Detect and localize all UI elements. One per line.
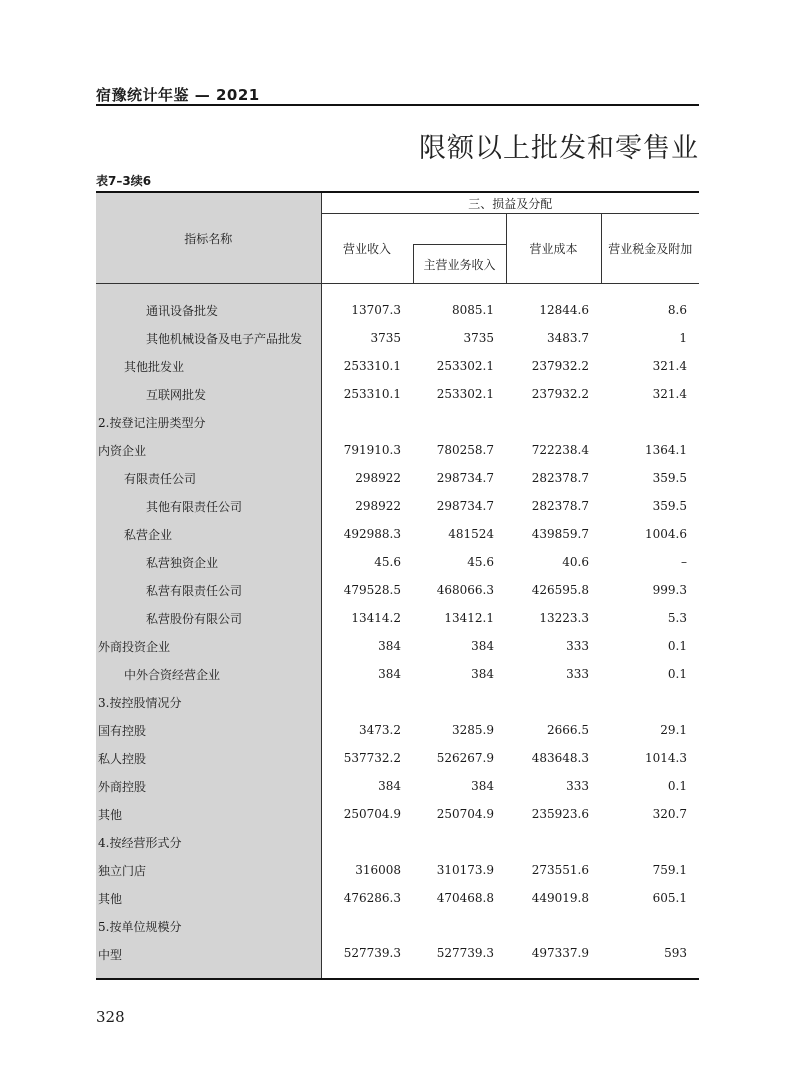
cell-value: 1364.1	[645, 443, 688, 457]
column-header-spacer	[413, 214, 506, 245]
cell-value: 359.5	[652, 471, 688, 485]
cell-value: 321.4	[652, 359, 688, 373]
cell-value: 449019.8	[531, 891, 589, 905]
cell-value: 5.3	[667, 611, 688, 625]
row-label: 中外合资经营企业	[96, 660, 321, 688]
cell-value: 237932.2	[531, 387, 589, 401]
table-row	[96, 912, 699, 940]
cell-value: 479528.5	[343, 583, 401, 597]
table-row	[96, 856, 699, 884]
row-label: 其他	[96, 884, 321, 912]
cell-value: 759.1	[652, 863, 688, 877]
cell-value: 316008	[355, 863, 401, 877]
table-row	[96, 436, 699, 464]
cell-value: 40.6	[562, 555, 589, 569]
cell-value: 13707.3	[351, 303, 401, 317]
cell-value: 3735	[463, 331, 494, 345]
row-label: 内资企业	[96, 436, 321, 464]
running-head: 宿豫统计年鉴 — 2021	[96, 86, 260, 104]
table-row	[96, 296, 699, 324]
cell-value: 605.1	[652, 891, 688, 905]
cell-value: 492988.3	[343, 527, 401, 541]
table-row	[96, 744, 699, 772]
chapter-title: 限额以上批发和零售业	[419, 133, 699, 164]
cell-value: 13223.3	[539, 611, 589, 625]
table-row	[96, 716, 699, 744]
row-label: 私营有限责任公司	[96, 576, 321, 604]
table-row	[96, 352, 699, 380]
cell-value: 791910.3	[343, 443, 401, 457]
statistics-table	[96, 191, 699, 980]
table-row	[96, 688, 699, 716]
cell-value: 8085.1	[452, 303, 494, 317]
table-row	[96, 828, 699, 856]
cell-value	[601, 912, 699, 940]
group-header: 三、损益及分配	[321, 192, 699, 214]
cell-value: 481524	[448, 527, 494, 541]
table-row	[96, 492, 699, 520]
table-row	[96, 940, 699, 979]
cell-value	[601, 688, 699, 716]
cell-value: 527739.3	[413, 940, 506, 979]
cell-value: 29.1	[660, 723, 688, 737]
column-header-main-revenue: 主营业务收入	[413, 245, 506, 284]
cell-value: 13412.1	[444, 611, 494, 625]
cell-value: 593	[601, 940, 699, 979]
cell-value	[601, 408, 699, 436]
table-spacer-row	[96, 284, 699, 297]
cell-value	[506, 408, 601, 436]
row-label: 2.按登记注册类型分	[96, 408, 321, 436]
row-label: 中型	[96, 940, 321, 979]
cell-value: 468066.3	[436, 583, 494, 597]
cell-value: 0.1	[667, 667, 688, 681]
table-row	[96, 632, 699, 660]
cell-value: 3473.2	[359, 723, 401, 737]
cell-value: 298922	[355, 499, 401, 513]
statistics-table-container	[96, 191, 699, 980]
cell-value: 298922	[355, 471, 401, 485]
row-label: 3.按控股情况分	[96, 688, 321, 716]
cell-value: 1	[679, 331, 688, 345]
cell-value: 384	[471, 639, 494, 653]
cell-value	[321, 688, 413, 716]
cell-value	[413, 828, 506, 856]
cell-value: 45.6	[467, 555, 494, 569]
cell-value: 237932.2	[531, 359, 589, 373]
table-row	[96, 464, 699, 492]
row-label: 国有控股	[96, 716, 321, 744]
cell-value: 1014.3	[645, 751, 688, 765]
table-label: 表7–3续6	[96, 174, 152, 188]
cell-value: 476286.3	[343, 891, 401, 905]
cell-value: 273551.6	[531, 863, 589, 877]
cell-value: 253302.1	[436, 359, 494, 373]
column-header-taxes: 营业税金及附加	[601, 214, 699, 284]
cell-value: 384	[471, 779, 494, 793]
cell-value	[506, 912, 601, 940]
row-label: 外商控股	[96, 772, 321, 800]
row-label: 4.按经营形式分	[96, 828, 321, 856]
table-row	[96, 408, 699, 436]
cell-value: 497337.9	[506, 940, 601, 979]
cell-value: 470468.8	[436, 891, 494, 905]
cell-value: 439859.7	[531, 527, 589, 541]
cell-value: 250704.9	[436, 807, 494, 821]
table-row	[96, 520, 699, 548]
row-label: 私营企业	[96, 520, 321, 548]
cell-value: 253302.1	[436, 387, 494, 401]
header-rule	[96, 104, 699, 106]
cell-value: 3285.9	[452, 723, 494, 737]
table-row	[96, 380, 699, 408]
cell-value: 310173.9	[436, 863, 494, 877]
table-row	[96, 548, 699, 576]
table-row	[96, 324, 699, 352]
table-row	[96, 576, 699, 604]
table-body	[96, 284, 699, 980]
table-row	[96, 884, 699, 912]
cell-value: 298734.7	[436, 499, 494, 513]
row-label: 通讯设备批发	[96, 296, 321, 324]
row-label: 外商投资企业	[96, 632, 321, 660]
cell-value: 384	[378, 667, 401, 681]
table-row	[96, 800, 699, 828]
cell-value: 8.6	[667, 303, 688, 317]
table-row	[96, 660, 699, 688]
cell-value: 780258.7	[436, 443, 494, 457]
cell-value: 483648.3	[531, 751, 589, 765]
cell-value	[321, 828, 413, 856]
cell-value: 282378.7	[531, 471, 589, 485]
cell-value	[506, 688, 601, 716]
row-label: 私营独资企业	[96, 548, 321, 576]
cell-value: 13414.2	[351, 611, 401, 625]
row-label: 其他批发业	[96, 352, 321, 380]
cell-value: 0.1	[667, 639, 688, 653]
cell-value: 298734.7	[436, 471, 494, 485]
page-number: 328	[96, 1008, 125, 1026]
cell-value: 282378.7	[531, 499, 589, 513]
cell-value: 537732.2	[343, 751, 401, 765]
cell-value: 333	[566, 667, 589, 681]
column-header-revenue: 营业收入	[321, 214, 413, 284]
cell-value	[601, 828, 699, 856]
cell-value: 253310.1	[343, 387, 401, 401]
row-label: 其他	[96, 800, 321, 828]
stub-header: 指标名称	[96, 192, 321, 284]
cell-value: 321.4	[652, 387, 688, 401]
cell-value: 45.6	[374, 555, 401, 569]
cell-value: 320.7	[652, 807, 688, 821]
cell-value	[413, 912, 506, 940]
row-label: 私人控股	[96, 744, 321, 772]
cell-value: 3483.7	[547, 331, 589, 345]
cell-value: 250704.9	[343, 807, 401, 821]
cell-value: 722238.4	[531, 443, 589, 457]
table-row	[96, 772, 699, 800]
cell-value: 1004.6	[645, 527, 688, 541]
cell-value: 526267.9	[436, 751, 494, 765]
row-label: 互联网批发	[96, 380, 321, 408]
cell-value	[506, 828, 601, 856]
cell-value	[413, 688, 506, 716]
cell-value	[413, 408, 506, 436]
cell-value	[321, 912, 413, 940]
cell-value	[321, 408, 413, 436]
row-label: 独立门店	[96, 856, 321, 884]
table-row	[96, 604, 699, 632]
row-label: 其他有限责任公司	[96, 492, 321, 520]
row-label: 私营股份有限公司	[96, 604, 321, 632]
row-label: 5.按单位规模分	[96, 912, 321, 940]
cell-value: 527739.3	[321, 940, 413, 979]
cell-value: 253310.1	[343, 359, 401, 373]
cell-value: 333	[566, 779, 589, 793]
cell-value: 384	[471, 667, 494, 681]
cell-value: 384	[378, 639, 401, 653]
cell-value: –	[681, 555, 688, 569]
row-label: 其他机械设备及电子产品批发	[96, 324, 321, 352]
cell-value: 359.5	[652, 499, 688, 513]
column-header-operating-cost: 营业成本	[506, 214, 601, 284]
cell-value: 426595.8	[531, 583, 589, 597]
cell-value: 3735	[370, 331, 401, 345]
row-label: 有限责任公司	[96, 464, 321, 492]
cell-value: 333	[566, 639, 589, 653]
cell-value: 235923.6	[531, 807, 589, 821]
cell-value: 999.3	[652, 583, 688, 597]
cell-value: 12844.6	[539, 303, 589, 317]
cell-value: 0.1	[667, 779, 688, 793]
cell-value: 384	[378, 779, 401, 793]
cell-value: 2666.5	[547, 723, 589, 737]
